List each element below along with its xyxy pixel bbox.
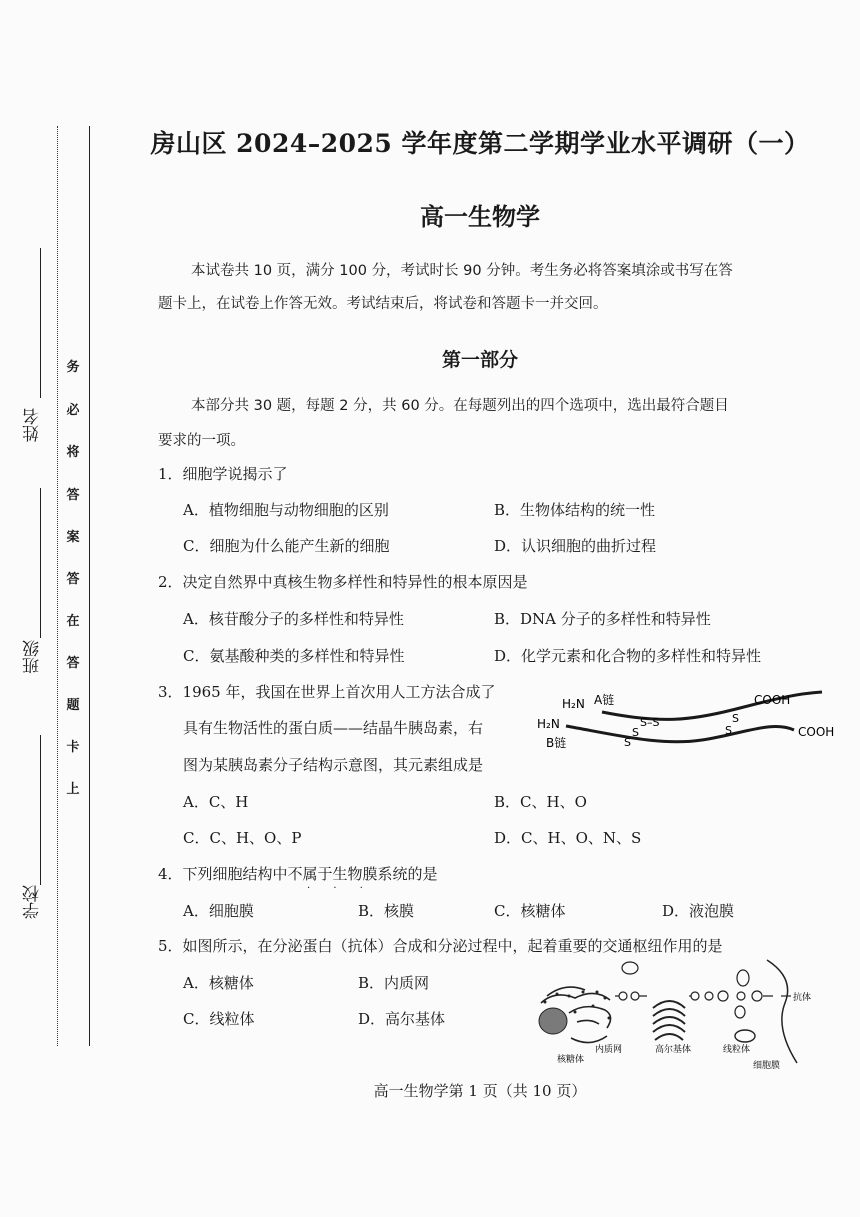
instructions-line-1: 本试卷共 10 页，满分 100 分，考试时长 90 分钟。考生务必将答案填涂或书写在答 — [191, 263, 733, 279]
mitochondria-shape — [735, 1030, 755, 1042]
q5-option-c: C．线粒体 — [183, 1010, 255, 1028]
q4-option-b: B．核膜 — [358, 902, 415, 920]
warning-char: 答 — [66, 488, 80, 503]
cell-membrane-label: 细胞膜 — [753, 1061, 781, 1071]
warning-char: 务 — [66, 360, 80, 375]
subject-title: 高一生物学 — [420, 202, 540, 231]
antibody-label: 抗体 — [793, 993, 812, 1003]
ribosome-label: 核糖体 — [557, 1055, 585, 1065]
q3-option-c: C．C、H、O、P — [183, 829, 302, 847]
q3-stem-3: 图为某胰岛素分子结构示意图，其元素组成是 — [183, 756, 484, 774]
q5-stem: 5．如图所示，在分泌蛋白（抗体）合成和分泌过程中，起着重要的交通枢纽作用的是 — [158, 937, 723, 955]
q3-option-d: D．C、H、O、N、S — [494, 829, 642, 847]
part-one-desc-1: 本部分共 30 题，每题 2 分，共 60 分。在每题列出的四个选项中，选出最符合题目 — [191, 398, 729, 414]
warning-char: 将 — [66, 445, 80, 460]
q1-stem: 1．细胞学说揭示了 — [158, 465, 288, 483]
vesicle-path — [615, 962, 773, 1018]
binding-dotted-line — [57, 126, 58, 1046]
chain-a-label: A链 — [594, 693, 615, 707]
school-label — [22, 885, 44, 924]
q2-stem: 2．决定自然界中真核生物多样性和特异性的根本原因是 — [158, 573, 528, 591]
cooh-b-label: COOH — [798, 725, 835, 739]
warning-char: 上 — [66, 782, 80, 797]
q2-option-a: A．核苷酸分子的多样性和特异性 — [183, 610, 404, 628]
class-label — [22, 640, 44, 679]
q3-option-b: B．C、H、O — [494, 793, 587, 811]
golgi-label: 高尔基体 — [655, 1045, 692, 1055]
h2n-b-label: H₂N — [537, 717, 560, 731]
nucleus-shape — [539, 1008, 567, 1034]
warning-char: 在 — [66, 614, 80, 629]
disulfide-bond-label: S–S — [640, 716, 660, 729]
part-one-desc-2: 要求的一项。 — [158, 433, 245, 449]
q4-option-c: C．核糖体 — [494, 902, 566, 920]
q5-option-b: B．内质网 — [358, 974, 430, 992]
q2-option-c: C．氨基酸种类的多样性和特异性 — [183, 647, 405, 665]
warning-char: 答 — [66, 656, 80, 671]
q4-option-a: A．细胞膜 — [183, 902, 254, 920]
secretion-pathway-diagram — [535, 958, 840, 1073]
sulfur-label: S — [732, 712, 739, 725]
q3-stem-2: 具有生物活性的蛋白质——结晶牛胰岛素，右 — [183, 719, 484, 737]
mitochondria-label: 线粒体 — [723, 1045, 751, 1055]
warning-char: 必 — [66, 403, 80, 418]
cell-membrane-shape — [767, 960, 797, 1063]
warning-char: 题 — [66, 698, 80, 713]
q4-option-d: D．液泡膜 — [662, 902, 735, 920]
q1-option-d: D．认识细胞的曲折过程 — [494, 537, 657, 555]
name-label-text: 姓名 — [23, 408, 43, 442]
golgi-shape — [653, 1001, 685, 1040]
q1-option-b: B．生物体结构的统一性 — [494, 501, 656, 519]
school-underline — [40, 735, 41, 885]
binding-solid-line — [89, 126, 90, 1046]
name-underline — [40, 248, 41, 398]
warning-char: 答 — [66, 572, 80, 587]
q3-option-a: A．C、H — [183, 793, 249, 811]
q4-stem: 4．下列细胞结构中不属于生物膜系统的是 — [158, 865, 438, 883]
q5-option-a: A．核糖体 — [183, 974, 254, 992]
insulin-chain-b — [566, 726, 794, 742]
q5-option-d: D．高尔基体 — [358, 1010, 446, 1028]
school-label-text: 学校 — [23, 885, 43, 919]
instructions-line-2: 题卡上，在试卷上作答无效。考试结束后，将试卷和答题卡一并交回。 — [158, 296, 608, 312]
sulfur-label: S — [725, 724, 732, 737]
warning-char: 卡 — [66, 740, 80, 755]
q1-option-c: C．细胞为什么能产生新的细胞 — [183, 537, 390, 555]
er-label: 内质网 — [595, 1045, 623, 1055]
q2-option-b: B．DNA 分子的多样性和特异性 — [494, 610, 711, 628]
insulin-structure-diagram — [532, 684, 847, 764]
chain-b-label: B链 — [546, 736, 567, 750]
page-footer: 高一生物学第 1 页（共 10 页） — [373, 1082, 587, 1100]
emphasis-dots: · · · — [307, 883, 373, 894]
class-underline — [40, 488, 41, 638]
class-label-text: 班级 — [23, 640, 43, 674]
q3-stem-1: 3．1965 年，我国在世界上首次用人工方法合成了 — [158, 683, 496, 701]
q1-option-a: A．植物细胞与动物细胞的区别 — [183, 501, 389, 519]
name-label — [22, 408, 44, 447]
exam-title: 房山区 2024–2025 学年度第二学期学业水平调研（一） — [150, 129, 810, 158]
sulfur-label: S — [624, 736, 631, 749]
cooh-a-label: COOH — [754, 693, 791, 707]
part-one-title: 第一部分 — [441, 349, 518, 371]
q2-option-d: D．化学元素和化合物的多样性和特异性 — [494, 647, 762, 665]
sulfur-label: S — [632, 726, 639, 739]
warning-char: 案 — [66, 530, 80, 545]
h2n-a-label: H₂N — [562, 697, 585, 711]
